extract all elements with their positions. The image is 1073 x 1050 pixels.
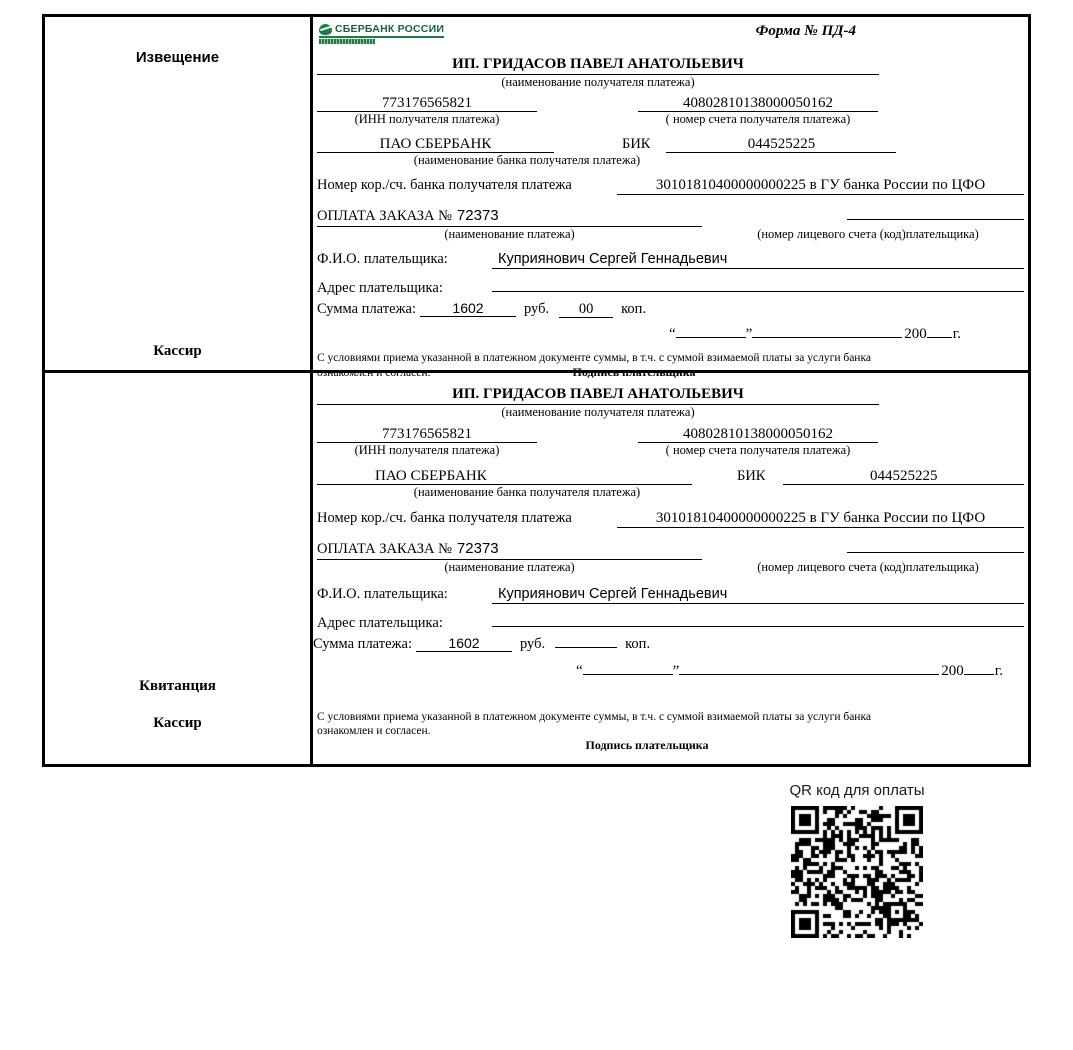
order-number-value: 72373 — [456, 540, 499, 557]
account-caption: ( номер счета получателя платежа) — [665, 443, 851, 457]
sum-rub-value: 1602 — [416, 636, 512, 652]
inn-account-row — [317, 95, 1024, 112]
side-column-kvitanciya — [45, 373, 313, 764]
bik-value: 044525225 — [783, 468, 1024, 485]
agreement-text — [317, 711, 1024, 753]
payment-name-caption: (наименование платежа) — [444, 227, 575, 241]
corr-account-row — [317, 510, 1024, 528]
section-title: Квитанция — [139, 678, 216, 694]
year-field — [927, 321, 952, 338]
payer-name-value: Куприянович Сергей Геннадьевич — [492, 586, 1024, 604]
date-row — [317, 658, 1024, 680]
corr-account-value: 30101810400000000225 в ГУ банка России по ЦФО — [617, 510, 1024, 528]
payer-signature-label: Подпись плательщика — [585, 738, 709, 752]
inn-account-row — [317, 426, 1024, 443]
rub-label: руб. — [520, 636, 546, 652]
qr-payment-block — [787, 782, 927, 938]
section-content — [313, 17, 1028, 379]
section-izveshchenie — [45, 17, 1028, 379]
date-month-field — [752, 321, 902, 338]
payee-name-value: ИП. ГРИДАСОВ ПАВЕЛ АНАТОЛЬЕВИЧ — [452, 386, 744, 402]
pd4-form — [42, 14, 1031, 767]
bank-row — [317, 468, 1024, 485]
personal-account-field — [847, 533, 1024, 553]
sberbank-logo — [319, 23, 444, 53]
payer-name-label: Ф.И.О. плательщика: — [317, 251, 448, 267]
sum-rub-value: 1602 — [420, 301, 516, 317]
personal-account-caption: (номер лицевого счета (код)плательщика) — [757, 560, 979, 574]
inn-value: 773176565821 — [317, 426, 537, 443]
sberbank-coin-icon — [319, 24, 332, 35]
agreement-line1: С условиями приема указанной в платежном документе суммы, в т.ч. с суммой взимаемой платы за услуги банка — [317, 352, 871, 364]
account-value: 40802810138000050162 — [638, 95, 878, 112]
section-title: Извещение — [135, 49, 220, 66]
qr-label: QR код для оплаты — [789, 782, 925, 799]
payer-address-row — [317, 608, 1024, 632]
payee-name-field — [317, 385, 879, 405]
payee-name-value: ИП. ГРИДАСОВ ПАВЕЛ АНАТОЛЬЕВИЧ — [452, 56, 744, 72]
payer-name-row — [317, 251, 1024, 269]
bik-label: БИК — [622, 136, 651, 152]
payer-name-value: Куприянович Сергей Геннадьевич — [492, 251, 1024, 269]
bik-label: БИК — [737, 468, 766, 484]
payment-name-caption: (наименование платежа) — [444, 560, 575, 574]
payer-name-label: Ф.И.О. плательщика: — [317, 586, 448, 602]
bank-row — [317, 136, 1024, 153]
date-day-field — [583, 658, 673, 675]
section-kvitanciya — [45, 373, 1028, 764]
cashier-label: Кассир — [153, 343, 202, 359]
form-number-label: Форма № ПД-4 — [755, 23, 856, 39]
year-suffix: г. — [952, 326, 961, 342]
sum-kop-value — [555, 647, 617, 648]
bank-name-value: ПАО СБЕРБАНК — [317, 468, 692, 485]
payer-address-label: Адрес плательщика: — [317, 615, 443, 631]
payment-captions-row — [317, 227, 1024, 242]
sum-label: Сумма платежа: — [317, 301, 416, 317]
quote-close: ” — [745, 326, 753, 342]
year-prefix: 200 — [904, 326, 927, 342]
side-column-izveshchenie — [45, 17, 313, 370]
date-day-field — [676, 321, 746, 338]
personal-account-caption: (номер лицевого счета (код)плательщика) — [757, 227, 979, 241]
sberbank-tagline-bar — [319, 39, 375, 44]
agreement-line1: С условиями приема указанной в платежном документе суммы, в т.ч. с суммой взимаемой платы за услуги банка — [317, 711, 871, 723]
inn-account-captions — [317, 112, 1024, 127]
inn-caption: (ИНН получателя платежа) — [354, 443, 500, 457]
payment-name-row — [317, 533, 1024, 560]
logo-row — [317, 23, 1024, 53]
year-prefix: 200 — [941, 663, 964, 679]
bik-value: 044525225 — [666, 136, 896, 153]
sum-kop-value: 00 — [559, 302, 613, 318]
sberbank-logo-text: СБЕРБАНК РОССИИ — [335, 23, 445, 35]
payee-name-caption: (наименование получателя платежа) — [501, 75, 695, 89]
kop-label: коп. — [621, 301, 647, 317]
year-suffix: г. — [994, 663, 1003, 679]
corr-account-label: Номер кор./сч. банка получателя платежа — [317, 510, 572, 526]
payment-sum-row — [313, 636, 1024, 653]
payment-name-label: ОПЛАТА ЗАКАЗА № — [317, 541, 452, 557]
corr-account-label: Номер кор./сч. банка получателя платежа — [317, 177, 572, 193]
inn-account-captions — [317, 443, 1024, 458]
payment-name-label: ОПЛАТА ЗАКАЗА № — [317, 208, 452, 224]
date-row — [317, 321, 1024, 343]
payee-name-caption: (наименование получателя платежа) — [501, 405, 695, 419]
agreement-line2: ознакомлен и согласен. — [317, 366, 431, 379]
payer-signature-label: Подпись плательщика — [572, 364, 696, 379]
quote-open: “ — [575, 663, 583, 679]
payment-captions-row — [317, 560, 1024, 575]
corr-account-row — [317, 177, 1024, 195]
rub-label: руб. — [524, 301, 550, 317]
cashier-label: Кассир — [153, 715, 202, 731]
payer-address-label: Адрес плательщика: — [317, 280, 443, 296]
qr-code — [791, 806, 923, 938]
payment-sum-row — [317, 301, 1024, 318]
payment-name-row — [317, 200, 1024, 227]
corr-account-value: 30101810400000000225 в ГУ банка России по ЦФО — [617, 177, 1024, 195]
account-caption: ( номер счета получателя платежа) — [665, 112, 851, 126]
date-month-field — [679, 658, 939, 675]
personal-account-field — [847, 200, 1024, 220]
payer-address-value — [492, 273, 1024, 292]
inn-caption: (ИНН получателя платежа) — [354, 112, 500, 126]
bank-caption: (наименование банка получателя платежа) — [413, 485, 641, 499]
payer-address-row — [317, 273, 1024, 297]
agreement-line2: ознакомлен и согласен. — [317, 724, 431, 737]
bank-name-value: ПАО СБЕРБАНК — [317, 136, 554, 153]
quote-open: “ — [668, 326, 676, 342]
payer-address-value — [492, 608, 1024, 627]
account-value: 40802810138000050162 — [638, 426, 878, 443]
sum-label: Сумма платежа: — [313, 636, 412, 652]
payer-name-row — [317, 586, 1024, 604]
quote-close: ” — [672, 663, 680, 679]
bank-caption: (наименование банка получателя платежа) — [413, 153, 641, 167]
year-field — [964, 658, 994, 675]
payee-name-field — [317, 55, 879, 75]
order-number-value: 72373 — [456, 207, 499, 224]
section-content — [313, 373, 1028, 764]
inn-value: 773176565821 — [317, 95, 537, 112]
kop-label: коп. — [625, 636, 651, 652]
